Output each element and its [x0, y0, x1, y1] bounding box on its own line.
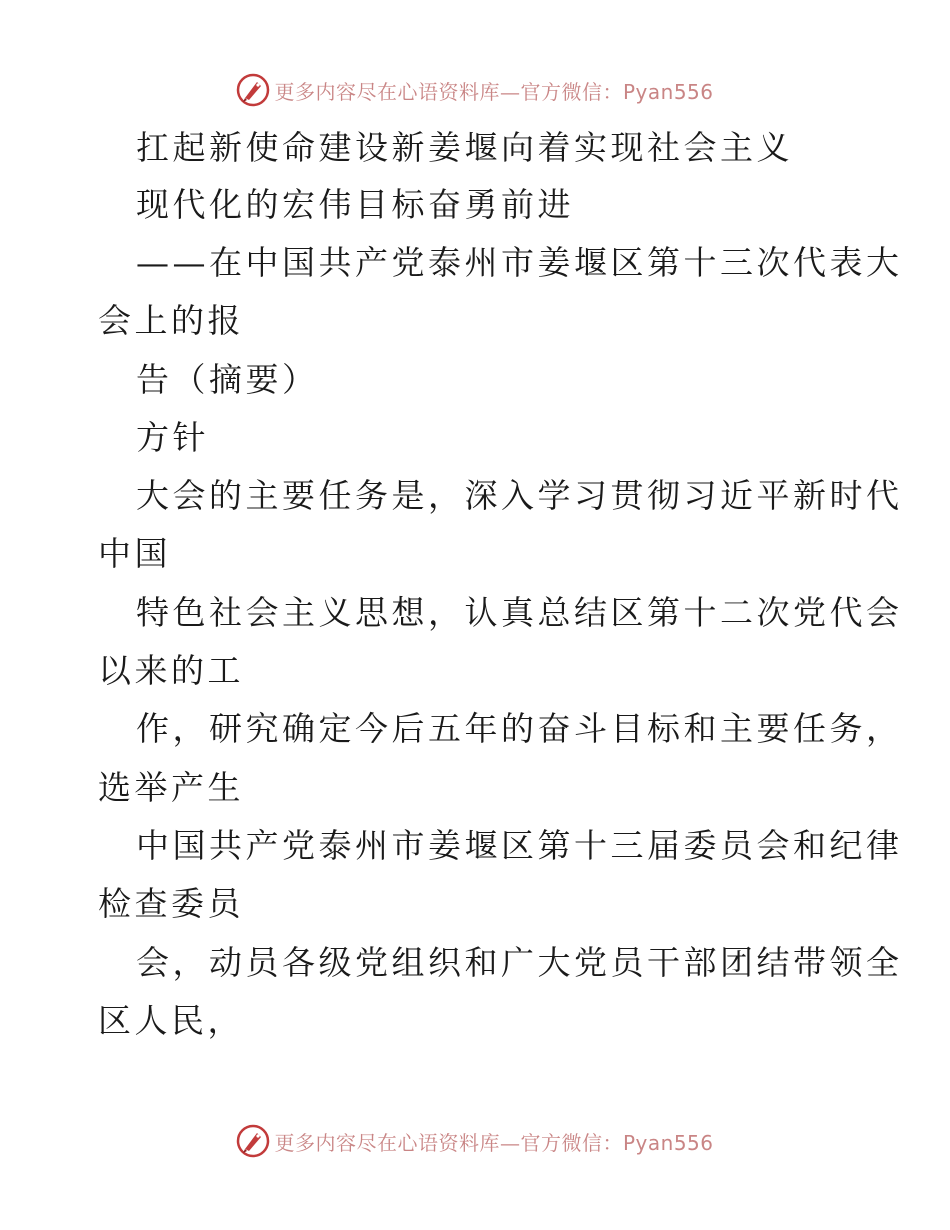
pen-nib-logo-icon — [236, 73, 270, 107]
watermark-text — [274, 76, 713, 105]
paragraph-line: 检查委员 — [98, 884, 244, 923]
paragraph-line: 中国共产党泰州市姜堰区第十三届委员会和纪律 — [136, 826, 903, 865]
footer-watermark — [0, 1121, 950, 1161]
section-heading: 方针 — [136, 418, 209, 457]
watermark-site-text: 更多内容尽在心语资料库—官方微信： — [274, 79, 623, 104]
paragraph-line: 选举产生 — [98, 768, 244, 807]
pen-nib-logo-icon — [236, 1124, 270, 1158]
paragraph-line: 特色社会主义思想，认真总结区第十二次党代会 — [136, 593, 903, 632]
header-watermark — [0, 70, 950, 110]
paragraph-line: 会，动员各级党组织和广大党员干部团结带领全 — [136, 943, 903, 982]
subtitle-line-3: 告（摘要） — [136, 360, 319, 399]
watermark-wechat-id: Pyan556 — [622, 79, 714, 104]
paragraph-line: 大会的主要任务是，深入学习贯彻习近平新时代 — [136, 476, 903, 515]
subtitle-line-2: 会上的报 — [98, 301, 244, 340]
paragraph-line: 中国 — [98, 534, 171, 573]
watermark-wechat-id: Pyan556 — [622, 1130, 714, 1155]
watermark-text — [274, 1127, 713, 1156]
paragraph-line: 作，研究确定今后五年的奋斗目标和主要任务， — [136, 709, 903, 748]
title-line-1: 扛起新使命建设新姜堰向着实现社会主义 — [136, 128, 793, 167]
watermark-site-text: 更多内容尽在心语资料库—官方微信： — [274, 1130, 623, 1155]
paragraph-line: 以来的工 — [98, 651, 244, 690]
title-line-2: 现代化的宏伟目标奋勇前进 — [136, 185, 574, 224]
subtitle-line-1: ——在中国共产党泰州市姜堰区第十三次代表大 — [136, 243, 903, 282]
paragraph-line: 区人民， — [98, 1001, 244, 1040]
